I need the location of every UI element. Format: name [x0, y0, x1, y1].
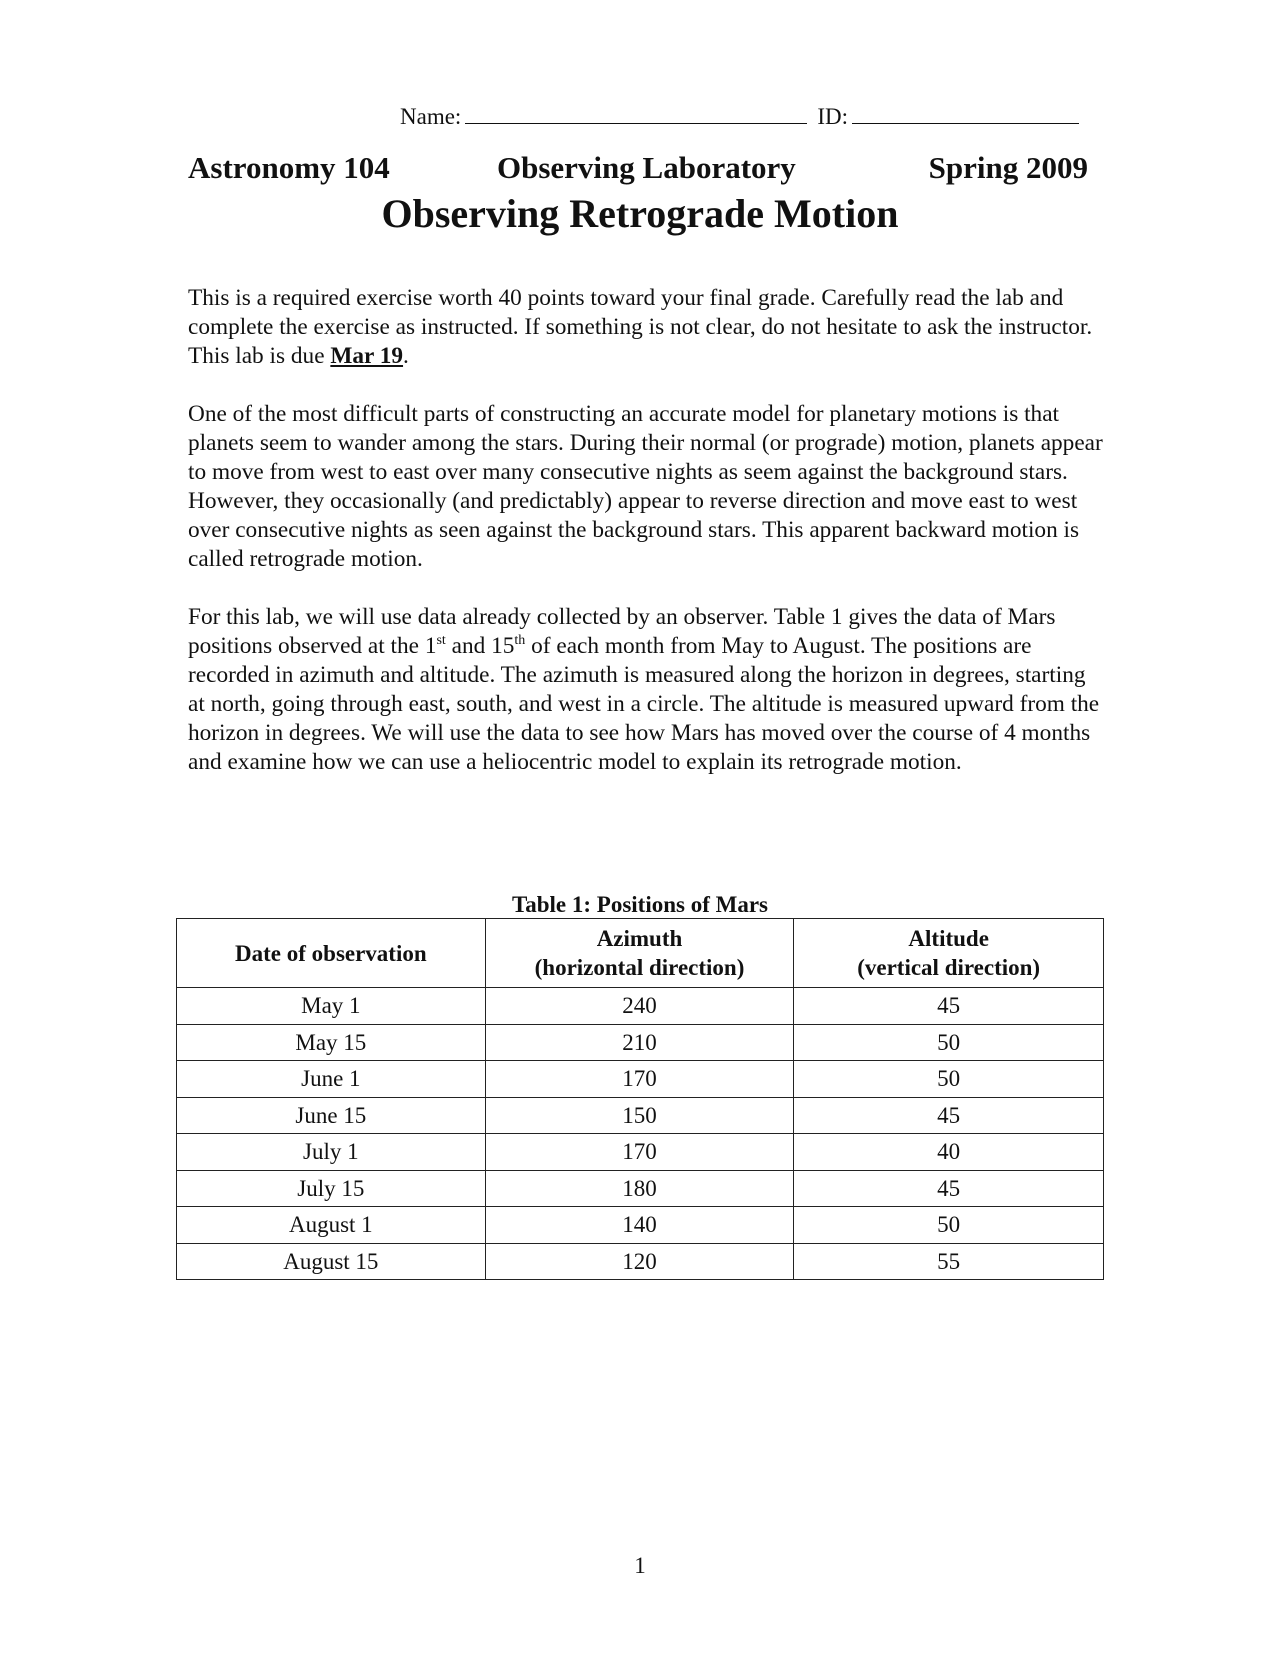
id-blank[interactable]: [852, 105, 1079, 124]
cell-altitude: 50: [794, 1024, 1104, 1061]
background-paragraph: One of the most difficult parts of constructing an accurate model for planetary motions is that planets seem to wander among the stars. During their normal (or prograde) motion, planets appear to move from west to east over many consecutive nights as seem against the background stars. However, they occasionally (and predictably) appear to reverse direction and move east to west over consecutive nights as seen against the background stars. This apparent backward motion is called retrograde motion.: [188, 401, 1103, 572]
cell-date: July 1: [177, 1134, 486, 1171]
lab-name: Observing Laboratory: [497, 150, 796, 185]
name-id-line: [400, 104, 1079, 130]
page-title: Observing Retrograde Motion: [381, 191, 899, 236]
table-row: [177, 1134, 1104, 1171]
cell-date: June 15: [177, 1097, 486, 1134]
table-row: [177, 1207, 1104, 1244]
table-row: [177, 1243, 1104, 1280]
cell-altitude: 40: [794, 1134, 1104, 1171]
altitude-header: Altitude (vertical direction): [794, 919, 1104, 988]
cell-altitude: 50: [794, 1061, 1104, 1098]
azimuth-header: Azimuth (horizontal direction): [485, 919, 794, 988]
table-row: [177, 988, 1104, 1025]
cell-altitude: 45: [794, 1170, 1104, 1207]
cell-altitude: 45: [794, 1097, 1104, 1134]
table-header-row: [177, 919, 1104, 988]
cell-azimuth: 170: [485, 1061, 794, 1098]
table-row: [177, 1097, 1104, 1134]
cell-azimuth: 150: [485, 1097, 794, 1134]
cell-date: June 1: [177, 1061, 486, 1098]
date-header: Date of observation: [177, 919, 486, 988]
cell-azimuth: 120: [485, 1243, 794, 1280]
id-label: ID:: [817, 104, 848, 129]
cell-date: July 15: [177, 1170, 486, 1207]
course-name: Astronomy 104: [188, 150, 390, 185]
cell-azimuth: 210: [485, 1024, 794, 1061]
cell-date: May 1: [177, 988, 486, 1025]
cell-altitude: 55: [794, 1243, 1104, 1280]
lab-description-paragraph: For this lab, we will use data already collected by an observer. Table 1 gives the data of Mars positions observed at the 1st and 15th of each month from May to August. The positions are recorded in azimuth and altitude. The azimuth is measured along the horizon in degrees, starting at north, going through east, south, and west in a circle. The altitude is measured upward from the horizon in degrees. We will use the data to see how Mars has moved over the course of 4 months and examine how we can use a heliocentric model to explain its retrograde motion.: [188, 604, 1100, 775]
table-row: [177, 1024, 1104, 1061]
cell-date: August 1: [177, 1207, 486, 1244]
name-label: Name:: [400, 104, 462, 129]
intro-paragraph: This is a required exercise worth 40 points toward your final grade. Carefully read the lab and complete the exercise as instructed. If something is not clear, do not hesitate to ask the instructor. This lab is due Mar 19.: [188, 285, 1093, 369]
table-row: [177, 1061, 1104, 1098]
page-number: 1: [634, 1553, 646, 1578]
table-row: [177, 1170, 1104, 1207]
due-date: Mar 19: [330, 342, 404, 369]
term: Spring 2009: [928, 150, 1088, 185]
cell-azimuth: 170: [485, 1134, 794, 1171]
cell-date: May 15: [177, 1024, 486, 1061]
cell-date: August 15: [177, 1243, 486, 1280]
cell-altitude: 45: [794, 988, 1104, 1025]
cell-azimuth: 140: [485, 1207, 794, 1244]
name-blank[interactable]: [465, 105, 807, 124]
cell-azimuth: 180: [485, 1170, 794, 1207]
mars-positions-table: [176, 918, 1104, 1280]
cell-altitude: 50: [794, 1207, 1104, 1244]
table-caption: Table 1: Positions of Mars: [512, 892, 768, 917]
cell-azimuth: 240: [485, 988, 794, 1025]
